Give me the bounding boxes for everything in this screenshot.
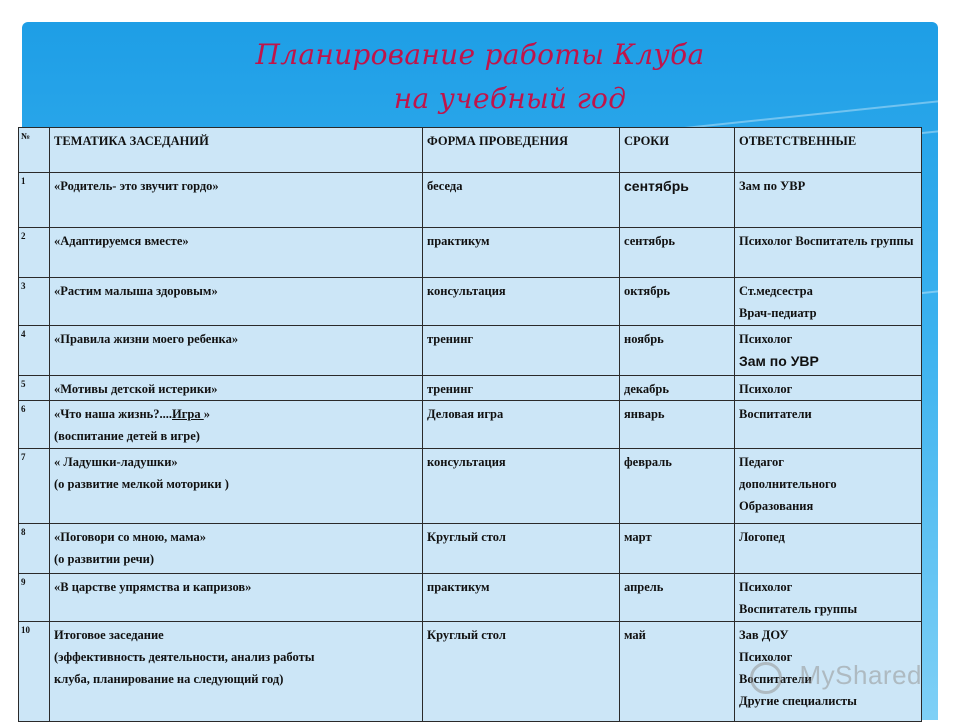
responsible-line: Другие специалисты (739, 694, 857, 708)
responsible-line: Психолог (739, 650, 793, 664)
row-term: март (620, 524, 735, 574)
topic-text: » (203, 407, 210, 421)
responsible-line: дополнительного (739, 477, 837, 491)
row-term: сентябрь (620, 228, 735, 278)
row-term: апрель (620, 574, 735, 622)
row-topic (50, 449, 423, 524)
row-term: октябрь (620, 278, 735, 326)
table-row (19, 278, 922, 326)
row-responsible (735, 173, 922, 228)
row-form: Круглый стол (423, 622, 620, 722)
topic-line: клуба, планирование на следующий год) (54, 672, 284, 686)
topic-line: (воспитание детей в игре) (54, 429, 200, 443)
topic-line: (о развитие мелкой моторики ) (54, 477, 229, 491)
header-responsible: ОТВЕТСТВЕННЫЕ (735, 128, 922, 173)
responsible-line: Психолог (739, 382, 793, 396)
row-form: практикум (423, 228, 620, 278)
row-topic (50, 574, 423, 622)
row-term: май (620, 622, 735, 722)
row-num: 10 (19, 622, 50, 722)
responsible-line: Психолог (739, 332, 793, 346)
row-num: 6 (19, 401, 50, 449)
row-responsible (735, 574, 922, 622)
header-form: ФОРМА ПРОВЕДЕНИЯ (423, 128, 620, 173)
row-responsible (735, 376, 922, 401)
row-form: тренинг (423, 376, 620, 401)
row-term: сентябрь (620, 173, 735, 228)
topic-line: (эффективность деятельности, анализ работы (54, 650, 315, 664)
club-plan-table (18, 127, 922, 722)
table-row (19, 622, 922, 722)
row-num: 7 (19, 449, 50, 524)
row-topic (50, 326, 423, 376)
row-topic (50, 228, 423, 278)
row-responsible (735, 278, 922, 326)
row-term: февраль (620, 449, 735, 524)
row-num: 4 (19, 326, 50, 376)
responsible-line: Психолог Воспитатель группы (739, 234, 914, 248)
row-num: 8 (19, 524, 50, 574)
topic-line: «Мотивы детской истерики» (54, 382, 218, 396)
responsible-line: Врач-педиатр (739, 306, 817, 320)
row-form: тренинг (423, 326, 620, 376)
table-row (19, 376, 922, 401)
row-term: декабрь (620, 376, 735, 401)
responsible-line: Воспитатели (739, 407, 812, 421)
row-term: ноябрь (620, 326, 735, 376)
table-header-row (19, 128, 922, 173)
row-topic (50, 376, 423, 401)
row-responsible (735, 401, 922, 449)
table-row (19, 326, 922, 376)
row-num: 1 (19, 173, 50, 228)
topic-line: «Адаптируемся вместе» (54, 234, 189, 248)
row-form: практикум (423, 574, 620, 622)
topic-text: «Что наша жизнь?.... (54, 407, 173, 421)
header-topic: ТЕМАТИКА ЗАСЕДАНИЙ (50, 128, 423, 173)
topic-line: «В царстве упрямства и капризов» (54, 580, 252, 594)
row-topic (50, 622, 423, 722)
table-row (19, 401, 922, 449)
row-responsible (735, 326, 922, 376)
row-num: 2 (19, 228, 50, 278)
row-topic (50, 278, 423, 326)
row-form: консультация (423, 449, 620, 524)
responsible-line: Ст.медсестра (739, 284, 813, 298)
topic-line: « Ладушки-ладушки» (54, 455, 178, 469)
table-row (19, 524, 922, 574)
row-topic (50, 401, 423, 449)
table-row (19, 574, 922, 622)
topic-line: (о развитии речи) (54, 552, 154, 566)
responsible-line: Зав ДОУ (739, 628, 789, 642)
table-row (19, 173, 922, 228)
responsible-line: Психолог (739, 580, 793, 594)
row-num: 5 (19, 376, 50, 401)
row-form: беседа (423, 173, 620, 228)
row-responsible (735, 524, 922, 574)
responsible-line: Образования (739, 499, 814, 513)
table-row (19, 449, 922, 524)
header-term: СРОКИ (620, 128, 735, 173)
topic-underlined-text: Игра (172, 407, 204, 421)
topic-line: Итоговое заседание (54, 628, 164, 642)
row-topic (50, 173, 423, 228)
topic-line: «Растим малыша здоровым» (54, 284, 218, 298)
responsible-line: Логопед (739, 530, 785, 544)
slide-title-line1: Планирование работы Клуба (255, 38, 705, 71)
responsible-line: Воспитатель группы (739, 602, 858, 616)
row-form: Деловая игра (423, 401, 620, 449)
responsible-line: Зам по УВР (739, 179, 806, 193)
row-responsible (735, 449, 922, 524)
row-term: январь (620, 401, 735, 449)
responsible-line: Зам по УВР (739, 353, 819, 369)
row-form: Круглый стол (423, 524, 620, 574)
topic-line: «Правила жизни моего ребенка» (54, 332, 239, 346)
topic-line (54, 403, 418, 425)
row-num: 3 (19, 278, 50, 326)
row-form: консультация (423, 278, 620, 326)
watermark-logo-icon (750, 662, 782, 694)
header-num: № (19, 128, 50, 173)
row-responsible (735, 228, 922, 278)
watermark: MyShared (799, 660, 922, 690)
responsible-line: Воспитатели (739, 672, 812, 686)
topic-line: «Родитель- это звучит гордо» (54, 179, 219, 193)
table-row (19, 228, 922, 278)
row-topic (50, 524, 423, 574)
responsible-line: Педагог (739, 455, 784, 469)
slide-title-line2: на учебный год (393, 82, 627, 115)
row-num: 9 (19, 574, 50, 622)
topic-line: «Поговори со мною, мама» (54, 530, 207, 544)
